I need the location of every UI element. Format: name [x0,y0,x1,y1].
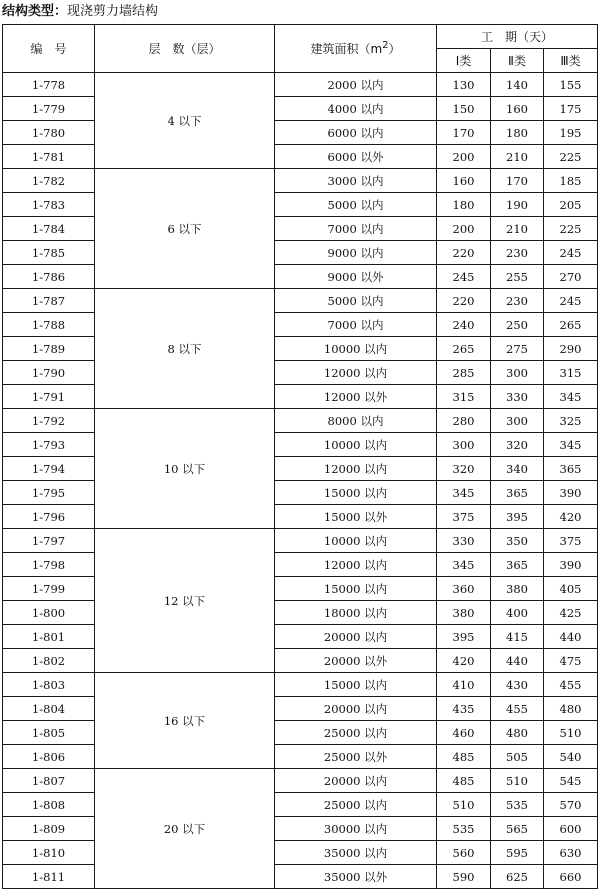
cell-code: 1-795 [3,481,95,505]
cell-class-1: 420 [437,649,491,673]
cell-code: 1-781 [3,145,95,169]
cell-class-3: 270 [544,265,598,289]
cell-area: 8000 以内 [275,409,437,433]
cell-code: 1-786 [3,265,95,289]
table-row [3,97,598,121]
table-body [3,73,598,889]
cell-code: 1-789 [3,337,95,361]
cell-class-3: 375 [544,529,598,553]
cell-class-3: 185 [544,169,598,193]
caption-value: 现浇剪力墙结构 [67,4,159,19]
cell-class-2: 595 [491,841,544,865]
cell-code: 1-801 [3,625,95,649]
table-row [3,361,598,385]
table-row [3,745,598,769]
table-row [3,577,598,601]
cell-floors: 6 以下 [95,169,275,289]
cell-class-2: 300 [491,409,544,433]
header-area-close: ） [388,42,401,56]
cell-class-2: 230 [491,241,544,265]
cell-class-1: 130 [437,73,491,97]
cell-class-3: 345 [544,433,598,457]
cell-class-3: 195 [544,121,598,145]
cell-class-3: 510 [544,721,598,745]
cell-class-1: 345 [437,553,491,577]
table-row [3,793,598,817]
cell-class-3: 630 [544,841,598,865]
cell-code: 1-798 [3,553,95,577]
cell-class-2: 340 [491,457,544,481]
cell-area: 20000 以内 [275,625,437,649]
cell-area: 12000 以内 [275,361,437,385]
cell-class-3: 205 [544,193,598,217]
cell-class-3: 455 [544,673,598,697]
cell-code: 1-799 [3,577,95,601]
header-area-text: 建筑面积（m [310,42,383,56]
cell-class-2: 250 [491,313,544,337]
table-row [3,529,598,553]
cell-class-2: 330 [491,385,544,409]
table-row [3,481,598,505]
cell-area: 9000 以内 [275,241,437,265]
cell-code: 1-780 [3,121,95,145]
table-row [3,433,598,457]
cell-class-3: 225 [544,145,598,169]
cell-area: 4000 以内 [275,97,437,121]
cell-class-2: 395 [491,505,544,529]
table-row [3,841,598,865]
table-row [3,145,598,169]
cell-floors: 20 以下 [95,769,275,889]
cell-class-1: 375 [437,505,491,529]
cell-class-2: 140 [491,73,544,97]
table-row [3,721,598,745]
cell-area: 15000 以内 [275,481,437,505]
cell-class-1: 315 [437,385,491,409]
cell-code: 1-804 [3,697,95,721]
cell-class-3: 245 [544,241,598,265]
cell-area: 7000 以内 [275,217,437,241]
table-row [3,313,598,337]
cell-class-1: 300 [437,433,491,457]
cell-class-1: 220 [437,289,491,313]
cell-class-3: 480 [544,697,598,721]
cell-area: 25000 以内 [275,721,437,745]
cell-class-3: 390 [544,481,598,505]
cell-code: 1-802 [3,649,95,673]
cell-area: 15000 以内 [275,673,437,697]
cell-class-1: 560 [437,841,491,865]
cell-area: 20000 以外 [275,649,437,673]
cell-class-2: 170 [491,169,544,193]
cell-code: 1-810 [3,841,95,865]
cell-code: 1-794 [3,457,95,481]
cell-class-2: 230 [491,289,544,313]
cell-class-2: 415 [491,625,544,649]
header-period: 工 期（天） [437,25,598,49]
cell-class-1: 220 [437,241,491,265]
cell-class-2: 430 [491,673,544,697]
cell-code: 1-805 [3,721,95,745]
cell-class-1: 510 [437,793,491,817]
cell-code: 1-787 [3,289,95,313]
cell-class-1: 330 [437,529,491,553]
cell-code: 1-797 [3,529,95,553]
cell-class-3: 660 [544,865,598,889]
cell-class-3: 325 [544,409,598,433]
cell-class-1: 535 [437,817,491,841]
cell-floors: 16 以下 [95,673,275,769]
cell-class-3: 390 [544,553,598,577]
cell-code: 1-779 [3,97,95,121]
table-row [3,193,598,217]
cell-class-1: 380 [437,601,491,625]
cell-class-3: 245 [544,289,598,313]
table-row [3,505,598,529]
cell-class-1: 180 [437,193,491,217]
cell-area: 5000 以内 [275,289,437,313]
cell-class-1: 435 [437,697,491,721]
table-row [3,409,598,433]
cell-class-2: 350 [491,529,544,553]
table-row [3,817,598,841]
table-row [3,121,598,145]
cell-class-2: 565 [491,817,544,841]
cell-area: 18000 以内 [275,601,437,625]
cell-code: 1-788 [3,313,95,337]
cell-floors: 10 以下 [95,409,275,529]
table-row [3,337,598,361]
cell-class-2: 275 [491,337,544,361]
cell-class-3: 315 [544,361,598,385]
cell-class-2: 300 [491,361,544,385]
cell-code: 1-782 [3,169,95,193]
cell-area: 12000 以内 [275,553,437,577]
cell-class-3: 365 [544,457,598,481]
cell-class-3: 155 [544,73,598,97]
cell-class-1: 160 [437,169,491,193]
table-row [3,169,598,193]
cell-class-2: 455 [491,697,544,721]
cell-area: 30000 以内 [275,817,437,841]
cell-code: 1-784 [3,217,95,241]
cell-class-1: 590 [437,865,491,889]
cell-class-2: 365 [491,481,544,505]
caption-label: 结构类型： [2,4,68,19]
cell-area: 20000 以内 [275,769,437,793]
cell-class-1: 395 [437,625,491,649]
cell-code: 1-803 [3,673,95,697]
cell-class-1: 200 [437,145,491,169]
cell-class-2: 480 [491,721,544,745]
cell-class-2: 160 [491,97,544,121]
cell-area: 25000 以外 [275,745,437,769]
cell-class-1: 460 [437,721,491,745]
cell-floors: 12 以下 [95,529,275,673]
cell-class-3: 405 [544,577,598,601]
cell-area: 35000 以内 [275,841,437,865]
cell-class-3: 600 [544,817,598,841]
table-row [3,601,598,625]
cell-area: 15000 以外 [275,505,437,529]
cell-area: 7000 以内 [275,313,437,337]
cell-class-1: 285 [437,361,491,385]
cell-class-3: 545 [544,769,598,793]
cell-class-1: 485 [437,745,491,769]
table-row [3,385,598,409]
cell-class-3: 265 [544,313,598,337]
cell-area: 2000 以内 [275,73,437,97]
header-class-3: Ⅲ类 [544,49,598,73]
cell-area: 5000 以内 [275,193,437,217]
header-class-2: Ⅱ类 [491,49,544,73]
cell-class-3: 540 [544,745,598,769]
cell-class-1: 410 [437,673,491,697]
cell-floors: 4 以下 [95,73,275,169]
table-row [3,673,598,697]
cell-class-1: 485 [437,769,491,793]
cell-code: 1-806 [3,745,95,769]
cell-class-3: 345 [544,385,598,409]
cell-area: 3000 以内 [275,169,437,193]
table-row [3,217,598,241]
cell-code: 1-792 [3,409,95,433]
cell-class-2: 505 [491,745,544,769]
cell-code: 1-808 [3,793,95,817]
cell-class-2: 210 [491,217,544,241]
cell-code: 1-785 [3,241,95,265]
cell-code: 1-793 [3,433,95,457]
table-row [3,73,598,97]
construction-period-table [2,24,598,889]
cell-class-2: 180 [491,121,544,145]
table-row [3,865,598,889]
cell-class-2: 365 [491,553,544,577]
cell-area: 35000 以外 [275,865,437,889]
cell-class-3: 175 [544,97,598,121]
cell-class-2: 380 [491,577,544,601]
table-row [3,553,598,577]
cell-code: 1-783 [3,193,95,217]
header-area [275,25,437,73]
cell-class-2: 440 [491,649,544,673]
structure-type-caption [2,2,158,22]
table-row [3,769,598,793]
cell-class-2: 510 [491,769,544,793]
cell-area: 9000 以外 [275,265,437,289]
cell-area: 10000 以内 [275,337,437,361]
header-code: 编 号 [3,25,95,73]
cell-class-3: 440 [544,625,598,649]
table-row [3,265,598,289]
cell-class-2: 535 [491,793,544,817]
header-class-1: Ⅰ类 [437,49,491,73]
cell-area: 12000 以内 [275,457,437,481]
cell-area: 6000 以内 [275,121,437,145]
cell-class-2: 625 [491,865,544,889]
cell-class-3: 225 [544,217,598,241]
cell-class-1: 320 [437,457,491,481]
cell-code: 1-807 [3,769,95,793]
cell-class-3: 425 [544,601,598,625]
cell-class-2: 400 [491,601,544,625]
cell-class-1: 360 [437,577,491,601]
cell-class-2: 210 [491,145,544,169]
cell-class-2: 320 [491,433,544,457]
cell-class-3: 475 [544,649,598,673]
cell-code: 1-796 [3,505,95,529]
table-header [3,25,598,73]
cell-class-3: 290 [544,337,598,361]
cell-class-2: 190 [491,193,544,217]
cell-code: 1-791 [3,385,95,409]
table-row [3,625,598,649]
table-row [3,649,598,673]
header-area-sup: 2 [382,40,389,51]
cell-class-1: 240 [437,313,491,337]
cell-area: 12000 以外 [275,385,437,409]
cell-code: 1-778 [3,73,95,97]
header-floors: 层 数（层） [95,25,275,73]
cell-area: 20000 以内 [275,697,437,721]
cell-class-1: 280 [437,409,491,433]
cell-area: 10000 以内 [275,433,437,457]
cell-code: 1-809 [3,817,95,841]
cell-area: 10000 以内 [275,529,437,553]
table-row [3,697,598,721]
cell-area: 6000 以外 [275,145,437,169]
cell-class-2: 255 [491,265,544,289]
cell-code: 1-811 [3,865,95,889]
cell-class-1: 265 [437,337,491,361]
cell-class-1: 170 [437,121,491,145]
cell-area: 15000 以内 [275,577,437,601]
cell-class-1: 345 [437,481,491,505]
table-row [3,457,598,481]
table-row [3,241,598,265]
cell-code: 1-790 [3,361,95,385]
cell-area: 25000 以内 [275,793,437,817]
table-row [3,289,598,313]
cell-class-1: 245 [437,265,491,289]
cell-class-3: 420 [544,505,598,529]
cell-class-3: 570 [544,793,598,817]
cell-class-1: 150 [437,97,491,121]
cell-code: 1-800 [3,601,95,625]
cell-floors: 8 以下 [95,289,275,409]
cell-class-1: 200 [437,217,491,241]
